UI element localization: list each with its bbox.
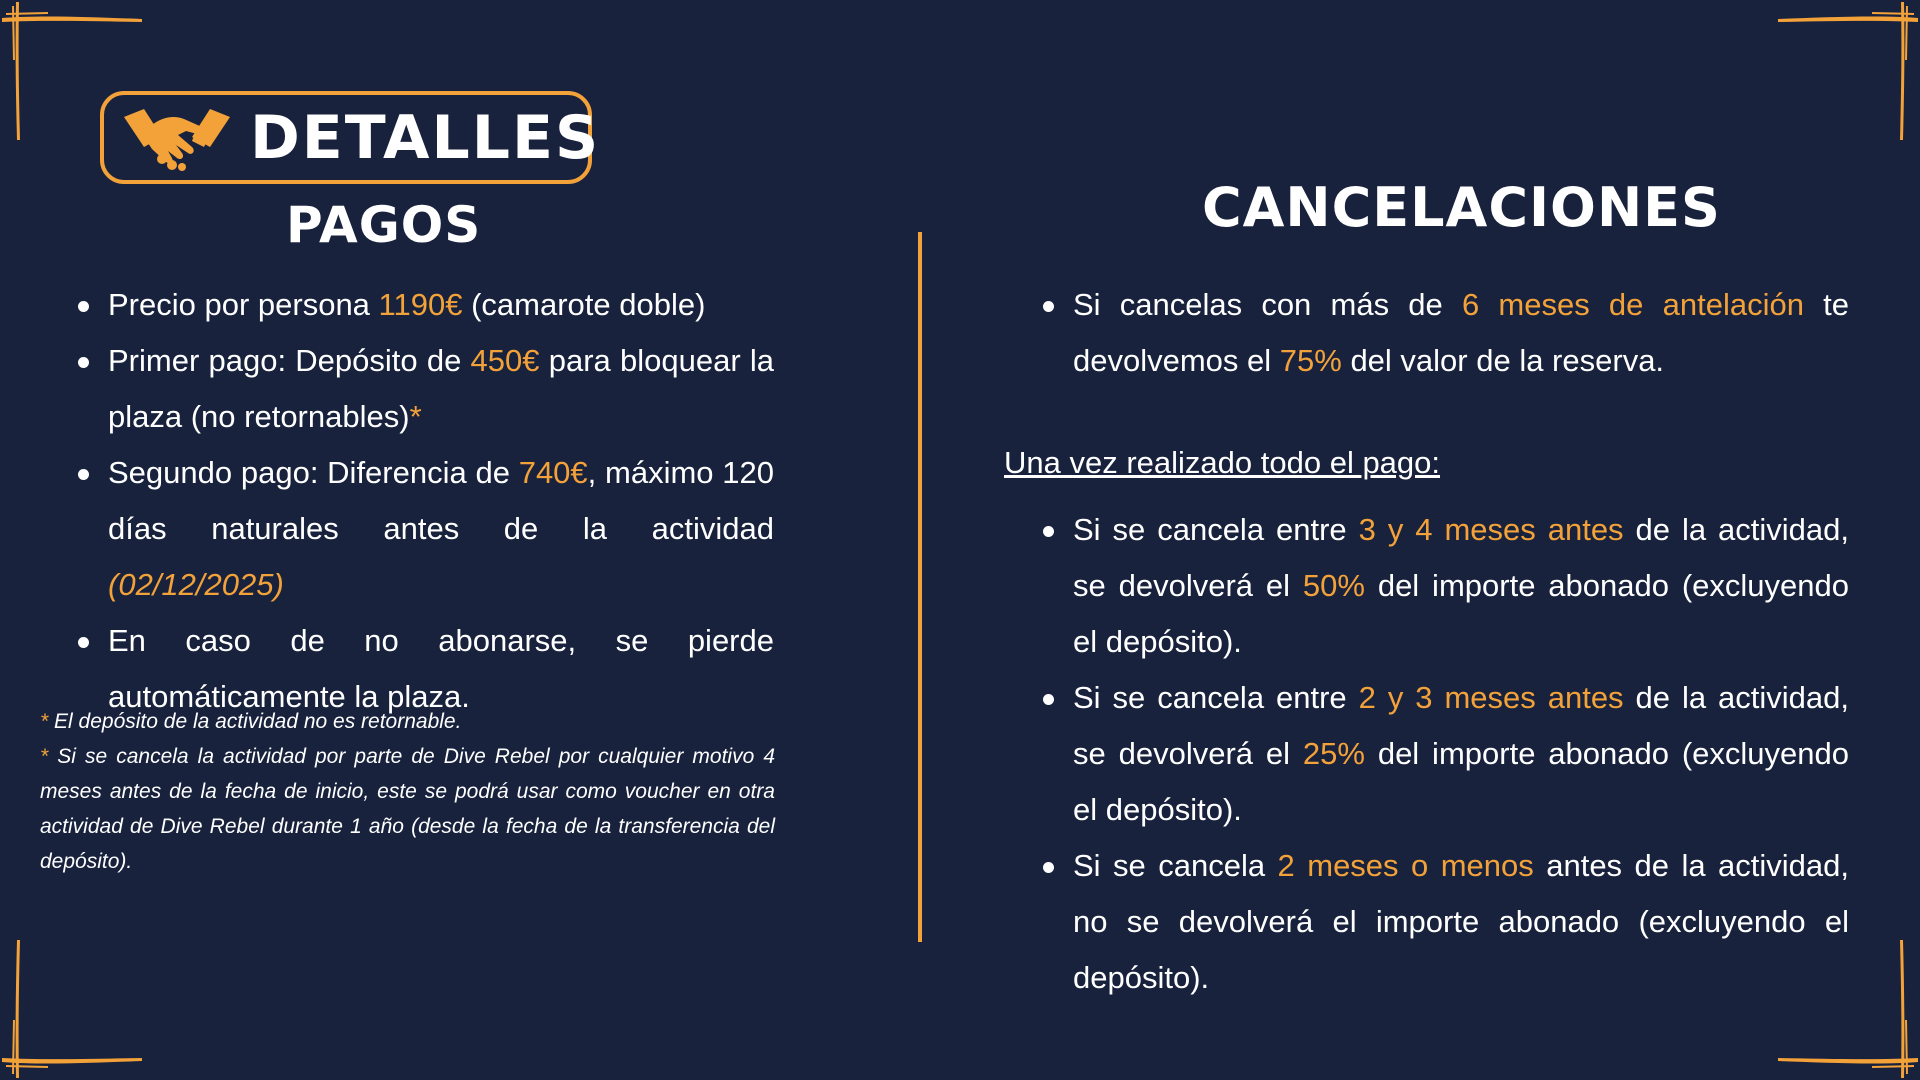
cancelaciones-subheading: Una vez realizado todo el pago: [1004, 445, 1441, 480]
list-item: Si se cancela entre 2 y 3 meses antes de la actividad, se devolverá el 25% del importe abonado (excluyendo el depósito). [1073, 670, 1849, 838]
list-item: Primer pago: Depósito de 450€ para bloquear la plaza (no retornables)* [108, 333, 774, 445]
footnote: * El depósito de la actividad no es retornable. [40, 710, 462, 733]
list-item: Si se cancela 2 meses o menos antes de la actividad, no se devolverá el importe abonado (excluyendo el depósito). [1073, 838, 1849, 1006]
list-item: Segundo pago: Diferencia de 740€, máximo 120 días naturales antes de la actividad (02/12/2025) [108, 445, 774, 613]
pagos-list [108, 277, 774, 725]
list-item: Si se cancela entre 3 y 4 meses antes de la actividad, se devolverá el 50% del importe abonado (excluyendo el depósito). [1073, 502, 1849, 670]
page-title: DETALLES [250, 102, 601, 173]
list-item: Si cancelas con más de 6 meses de antelación te devolvemos el 75% del valor de la reserva. [1073, 277, 1849, 389]
cancelaciones-intro-list [1073, 277, 1849, 389]
pagos-heading: PAGOS [286, 196, 482, 254]
cancelaciones-heading: CANCELACIONES [1202, 176, 1721, 239]
list-item: En caso de no abonarse, se pierde automáticamente la plaza. [108, 613, 774, 725]
section-divider [918, 232, 922, 942]
corner-decoration-top-right [1770, 0, 1920, 150]
footnote: * Si se cancela la actividad por parte de Dive Rebel por cualquier motivo 4 meses antes de la fecha de inicio, este se podrá usar como voucher en otra actividad de Dive Rebel durante 1 año (desde la fecha de la transferencia del depósito). [40, 745, 775, 873]
footnotes [40, 704, 775, 879]
handshake-icon [122, 103, 232, 173]
corner-decoration-bottom-left [0, 930, 150, 1080]
header-box [100, 91, 601, 184]
cancelaciones-list [1073, 502, 1849, 1006]
list-item: Precio por persona 1190€ (camarote doble) [108, 277, 774, 333]
